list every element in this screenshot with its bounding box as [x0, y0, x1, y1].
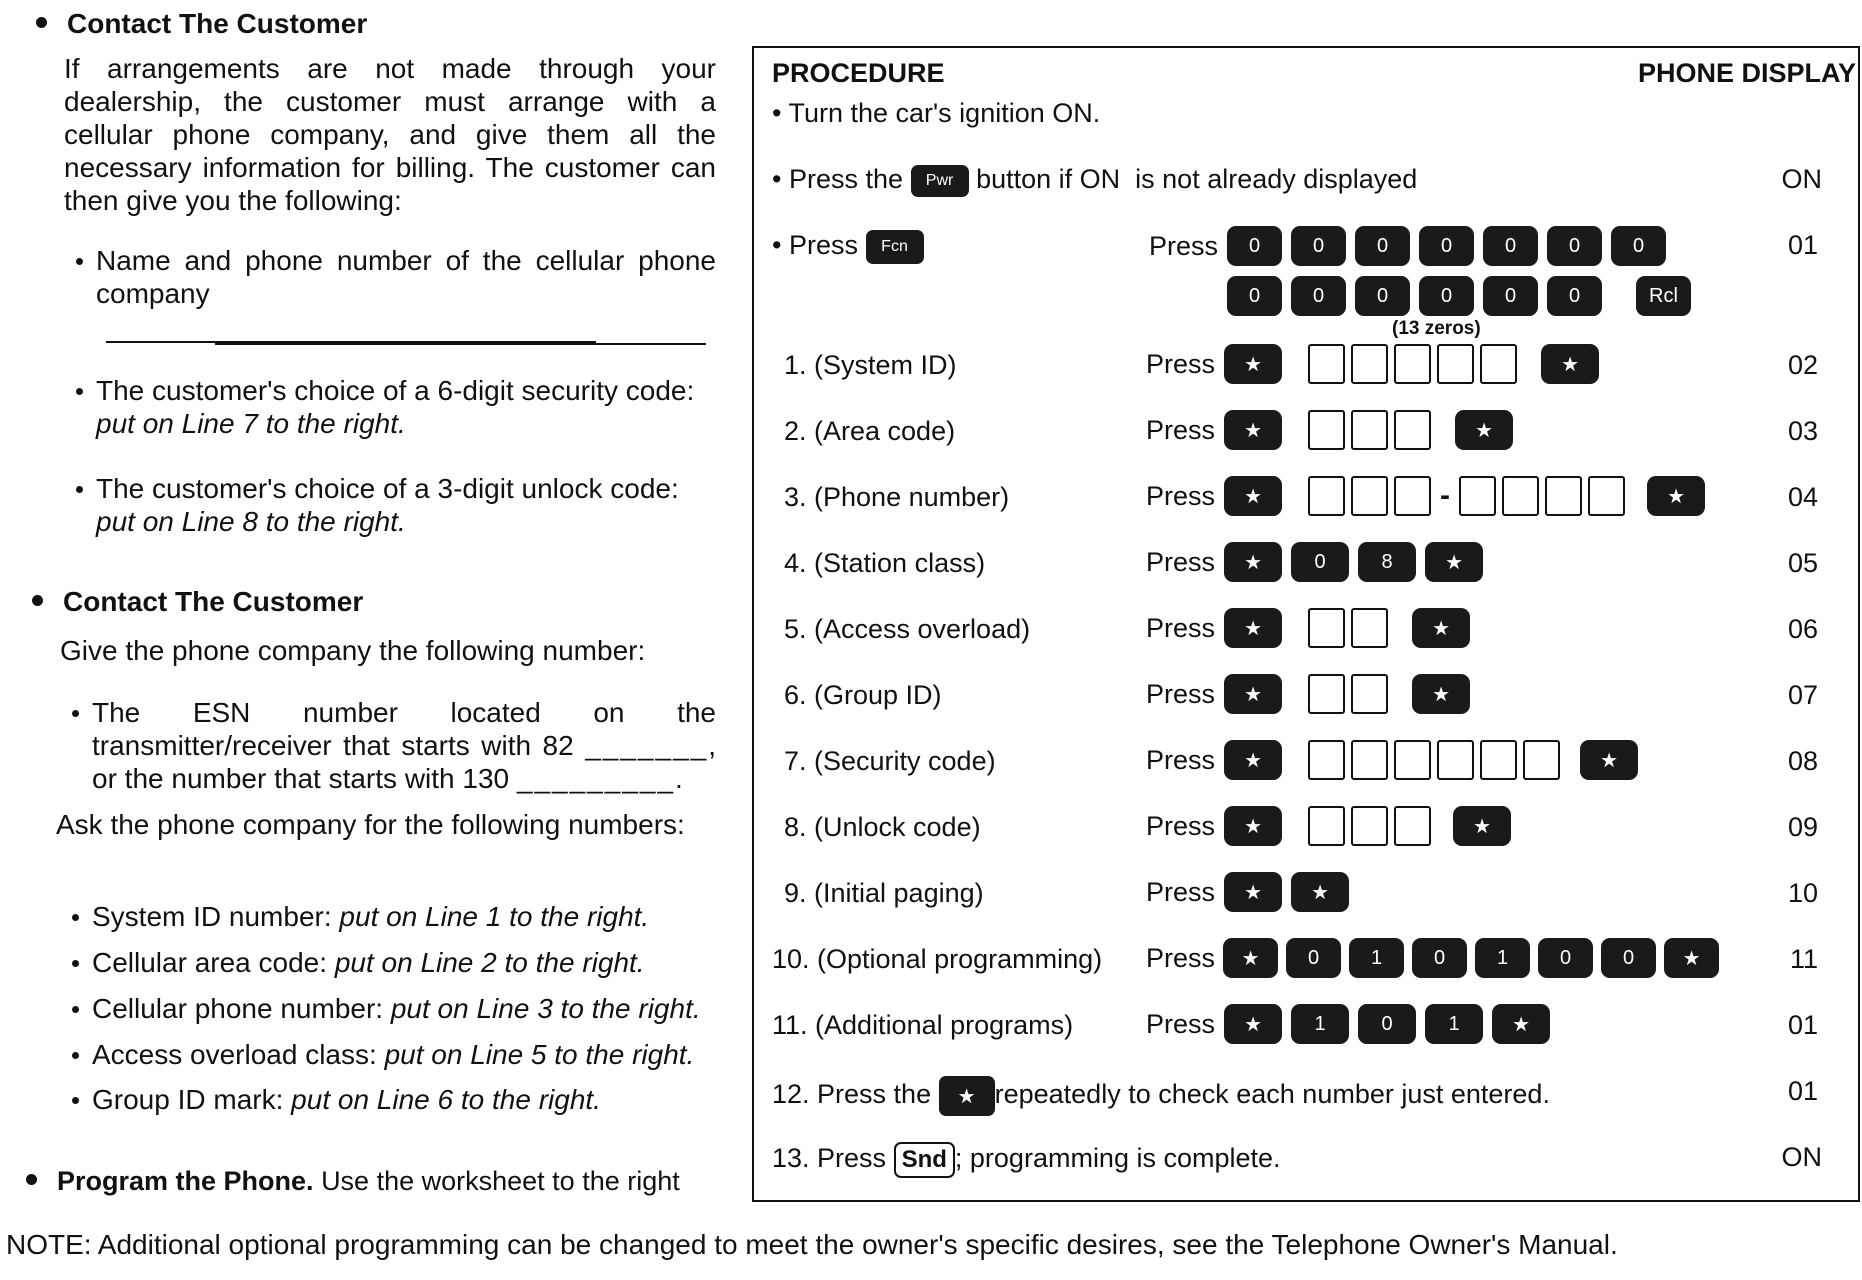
table-header: [754, 58, 1858, 98]
zero-key[interactable]: 0: [1547, 276, 1602, 316]
step-power: • Press the Pwr button if ON is not already displayed ON: [754, 164, 1858, 204]
bullet-company: Name and phone number of the cellular phone company: [76, 244, 716, 343]
zero-keys-row-2: [1227, 276, 1691, 316]
step-ignition: • Turn the car's ignition ON.: [772, 98, 1101, 128]
star-key[interactable]: ★: [1425, 542, 1483, 582]
zero-key[interactable]: 0: [1291, 226, 1346, 266]
company-blank-line[interactable]: [106, 317, 596, 343]
digit-key[interactable]: 0: [1538, 938, 1593, 978]
star-key[interactable]: ★: [1224, 674, 1282, 714]
item-access-overload: Access overload class: put on Line 5 to the right.: [72, 1038, 722, 1071]
row-station-class: 4. (Station class) Press ★ 0 8 ★ 05: [754, 548, 1858, 588]
star-key[interactable]: ★: [1492, 1004, 1550, 1044]
star-key[interactable]: ★: [1224, 410, 1282, 450]
procedure-worksheet: [752, 46, 1860, 1202]
display-value: 01: [1787, 230, 1818, 260]
ask-phone-company: Ask the phone company for the following numbers:: [56, 809, 685, 840]
section2-intro: Give the phone company the following number:: [60, 635, 646, 666]
entry-boxes-prefix[interactable]: [1308, 476, 1431, 516]
row-step-12: 12. Press the ★ repeatedly to check each number just entered. 01: [754, 1076, 1858, 1116]
item-group-id: Group ID mark: put on Line 6 to the right.: [72, 1083, 722, 1116]
star-key[interactable]: ★: [1580, 740, 1638, 780]
star-key[interactable]: ★: [1224, 608, 1282, 648]
entry-boxes-6[interactable]: [1308, 740, 1560, 780]
company-blank-line-2[interactable]: [215, 343, 706, 345]
row-optional-programming: 10. (Optional programming) Press ★ 0 1 0 1 0 0 ★ 11: [754, 944, 1858, 984]
bullet-unlock-code: The customer's choice of a 3-digit unlock code: put on Line 8 to the right.: [76, 472, 716, 538]
zero-key[interactable]: 0: [1227, 276, 1282, 316]
zero-key[interactable]: 0: [1291, 542, 1349, 582]
section-heading-program: Program the Phone. Use the worksheet to the right: [26, 1166, 680, 1197]
zero-key[interactable]: 0: [1355, 276, 1410, 316]
row-group-id: 6. (Group ID) Press ★ ★ 07: [754, 680, 1858, 720]
digit-key[interactable]: 0: [1358, 1004, 1416, 1044]
star-key[interactable]: ★: [1412, 674, 1470, 714]
entry-boxes-3[interactable]: [1308, 410, 1431, 450]
star-key[interactable]: ★: [1223, 938, 1278, 978]
entry-boxes-6[interactable]: [1308, 344, 1517, 384]
row-additional-programs: 11. (Additional programs) Press ★ 1 0 1 ★ 01: [754, 1010, 1858, 1050]
footer-note: NOTE: Additional optional programming can be changed to meet the owner's specific desires, see the Telephone Owner's Manual.: [6, 1229, 1618, 1260]
star-key[interactable]: ★: [1224, 344, 1282, 384]
row-phone-number: 3. (Phone number) Press ★ - ★ 04: [754, 482, 1858, 522]
entry-boxes-line[interactable]: [1459, 476, 1625, 516]
pwr-key[interactable]: Pwr: [911, 165, 969, 197]
item-phone-number: Cellular phone number: put on Line 3 to the right.: [72, 992, 722, 1025]
star-key[interactable]: ★: [1224, 872, 1282, 912]
zero-key[interactable]: 0: [1547, 226, 1602, 266]
row-area-code: 2. (Area code) Press ★ ★ 03: [754, 416, 1858, 456]
zero-key[interactable]: 0: [1355, 226, 1410, 266]
digit-key[interactable]: 0: [1601, 938, 1656, 978]
star-key[interactable]: ★: [939, 1076, 995, 1116]
star-key[interactable]: ★: [1664, 938, 1719, 978]
star-key[interactable]: ★: [1412, 608, 1470, 648]
zero-key[interactable]: 0: [1483, 276, 1538, 316]
zeros-note: (13 zeros): [1392, 318, 1481, 339]
rcl-key[interactable]: Rcl: [1636, 276, 1691, 316]
zero-keys-row-2-container: [754, 276, 1858, 316]
zero-key[interactable]: 0: [1227, 226, 1282, 266]
star-key[interactable]: ★: [1541, 344, 1599, 384]
entry-boxes-2[interactable]: [1308, 608, 1388, 648]
bullet-security-code: The customer's choice of a 6-digit security code: put on Line 7 to the right.: [76, 374, 716, 440]
item-area-code: Cellular area code: put on Line 2 to the right.: [72, 946, 722, 979]
zero-key[interactable]: 0: [1419, 226, 1474, 266]
section1-intro: If arrangements are not made through your dealership, the customer must arrange with a cellular phone company, and give them all the necessary information for billing. The customer can then give you the following:: [64, 53, 716, 216]
star-key[interactable]: ★: [1453, 806, 1511, 846]
star-key[interactable]: ★: [1291, 872, 1349, 912]
star-key[interactable]: ★: [1224, 542, 1282, 582]
header-procedure: PROCEDURE: [772, 58, 945, 88]
row-step-13: 13. Press Snd ; programming is complete. ON: [754, 1142, 1858, 1182]
digit-key[interactable]: 1: [1349, 938, 1404, 978]
zero-key[interactable]: 0: [1483, 226, 1538, 266]
star-key[interactable]: ★: [1455, 410, 1513, 450]
bullet-esn: The ESN number located on the transmitter/receiver that starts with 82 _______, or the number that starts with 130 _________.: [72, 696, 716, 795]
fcn-key[interactable]: Fcn: [866, 230, 924, 264]
step-function: • Press Fcn Press 0 0 0 0 0 0 0 01: [754, 230, 1858, 270]
entry-boxes-2[interactable]: [1308, 674, 1388, 714]
digit-key[interactable]: 0: [1286, 938, 1341, 978]
eight-key[interactable]: 8: [1358, 542, 1416, 582]
snd-key[interactable]: Snd: [894, 1142, 955, 1178]
star-key[interactable]: ★: [1224, 476, 1282, 516]
header-phone-display: PHONE DISPLAY: [1637, 58, 1856, 88]
zero-key[interactable]: 0: [1419, 276, 1474, 316]
star-key[interactable]: ★: [1224, 740, 1282, 780]
entry-boxes-3[interactable]: [1308, 806, 1431, 846]
star-key[interactable]: ★: [1224, 806, 1282, 846]
digit-key[interactable]: 1: [1425, 1004, 1483, 1044]
digit-key[interactable]: 1: [1475, 938, 1530, 978]
digit-key[interactable]: 0: [1412, 938, 1467, 978]
row-initial-paging: 9. (Initial paging) Press ★ ★ 10: [754, 878, 1858, 918]
section-heading-contact-1: Contact The Customer: [36, 8, 367, 40]
digit-key[interactable]: 1: [1291, 1004, 1349, 1044]
zero-key[interactable]: 0: [1291, 276, 1346, 316]
row-security-code: 7. (Security code) Press ★ ★ 08: [754, 746, 1858, 786]
row-system-id: 1. (System ID) Press ★ ★ 02: [754, 350, 1858, 390]
display-value: ON: [1781, 164, 1822, 194]
item-system-id: System ID number: put on Line 1 to the right.: [72, 900, 722, 933]
star-key[interactable]: ★: [1224, 1004, 1282, 1044]
zero-keys-row-1: Press 0 0 0 0 0 0 0: [1149, 226, 1666, 266]
zero-key[interactable]: 0: [1611, 226, 1666, 266]
star-key[interactable]: ★: [1647, 476, 1705, 516]
row-access-overload: 5. (Access overload) Press ★ ★ 06: [754, 614, 1858, 654]
section-heading-contact-2: Contact The Customer: [32, 586, 363, 618]
row-unlock-code: 8. (Unlock code) Press ★ ★ 09: [754, 812, 1858, 852]
